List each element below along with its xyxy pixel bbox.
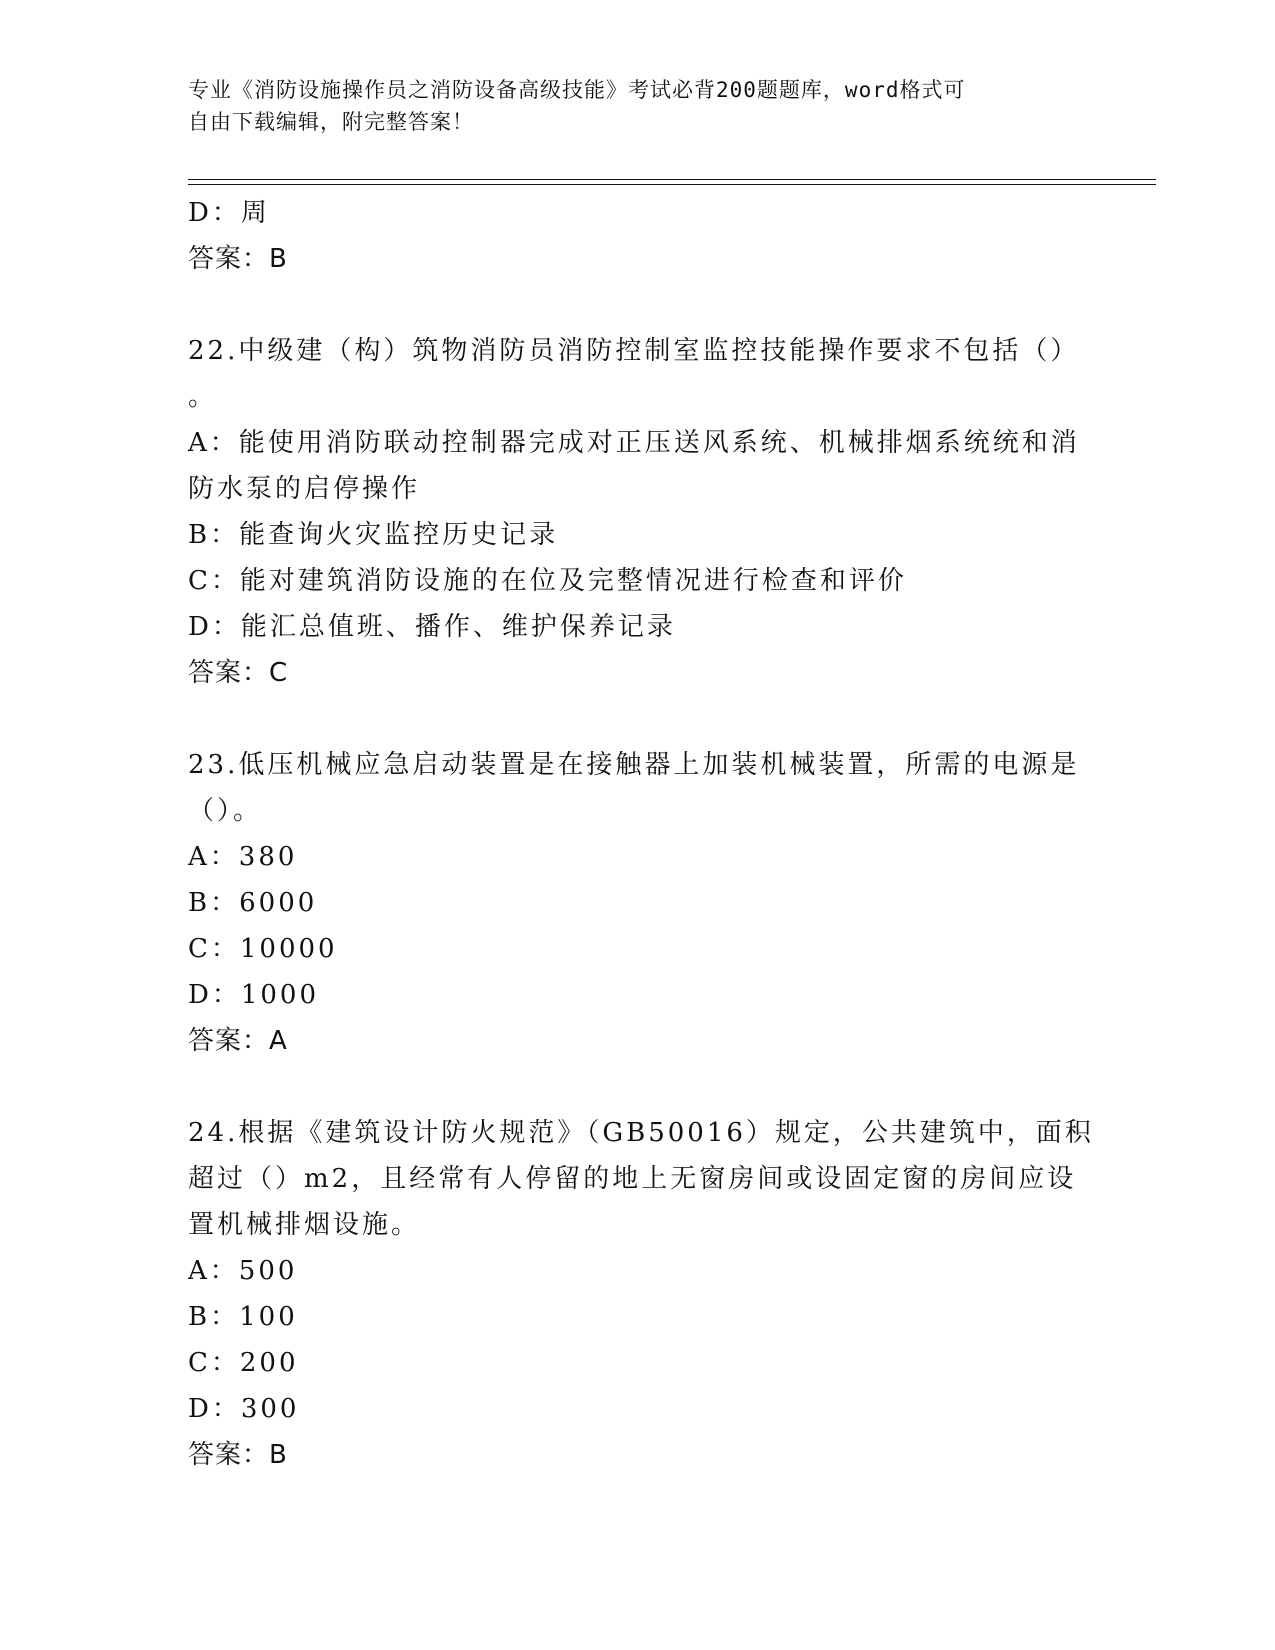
question-fragment-21: [188, 190, 1088, 282]
question-stem: 23.低压机械应急启动装置是在接触器上加装机械装置，所需的电源是: [188, 750, 1080, 780]
question-22: [188, 328, 1088, 696]
spacer: [188, 696, 1088, 742]
spacer: [188, 282, 1088, 328]
document-body: [188, 190, 1094, 1478]
question-stem-continued: 。: [188, 382, 218, 412]
option-d: D：能汇总值班、播作、维护保养记录: [188, 612, 676, 642]
question-stem-continued: 超过（）m2，且经常有人停留的地上无窗房间或设固定窗的房间应设: [188, 1164, 1077, 1194]
option-a: A：500: [188, 1256, 298, 1286]
question-stem: 24.根据《建筑设计防火规范》（GB50016）规定，公共建筑中，面积: [188, 1118, 1094, 1148]
option-a-continued: 防水泵的启停操作: [188, 474, 421, 504]
option-b: B：6000: [188, 888, 318, 918]
option-d: D：周: [188, 198, 270, 228]
spacer: [188, 1064, 1088, 1110]
question-stem-continued: （）。: [188, 796, 263, 826]
answer-line: 答案：B: [188, 244, 288, 274]
question-stem-continued: 置机械排烟设施。: [188, 1210, 421, 1240]
option-c: C：能对建筑消防设施的在位及完整情况进行检查和评价: [188, 566, 907, 596]
option-a: A：380: [188, 842, 298, 872]
header-divider-top: [188, 179, 1156, 180]
page-header: [188, 74, 1088, 138]
option-c: C：200: [188, 1348, 299, 1378]
option-b: B：能查询火灾监控历史记录: [188, 520, 559, 550]
answer-line: 答案：C: [188, 658, 289, 688]
question-stem: 22.中级建（构）筑物消防员消防控制室监控技能操作要求不包括（）: [188, 336, 1080, 366]
option-b: B：100: [188, 1302, 298, 1332]
question-24: [188, 1110, 1094, 1478]
answer-line: 答案：A: [188, 1026, 288, 1056]
option-d: D：300: [188, 1394, 300, 1424]
header-divider-bottom: [188, 184, 1156, 185]
answer-line: 答案：B: [188, 1440, 288, 1470]
question-23: [188, 742, 1088, 1064]
option-c: C：10000: [188, 934, 338, 964]
header-line-2: 自由下载编辑，附完整答案！: [188, 110, 474, 134]
option-d: D：1000: [188, 980, 320, 1010]
header-line-1: 专业《消防设施操作员之消防设备高级技能》考试必背200题题库，word格式可: [188, 78, 966, 102]
option-a: A：能使用消防联动控制器完成对正压送风系统、机械排烟系统统和消: [188, 428, 1080, 458]
